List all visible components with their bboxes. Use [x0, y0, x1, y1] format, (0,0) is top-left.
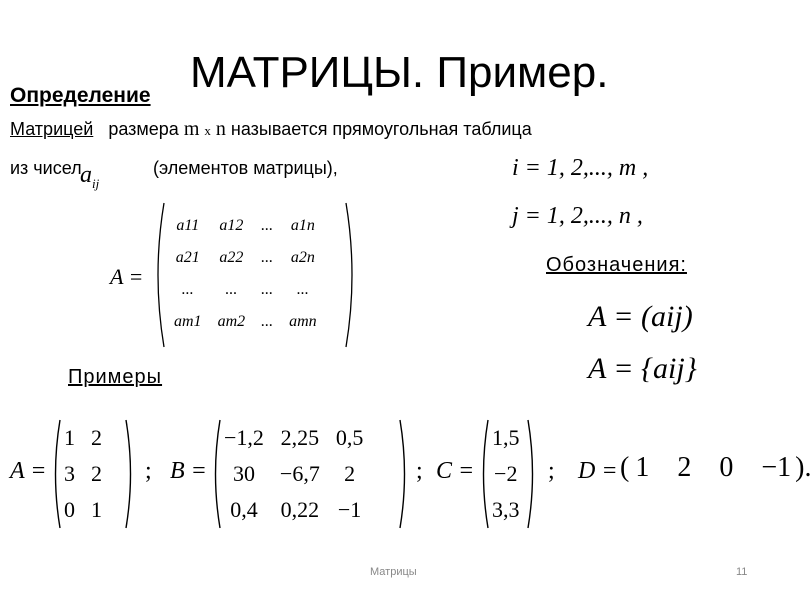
definition-line-2-elements: (элементов матрицы), — [153, 158, 338, 178]
general-matrix — [166, 210, 325, 338]
example-c-matrix — [484, 420, 528, 528]
matrix-cell: 1 — [635, 452, 650, 483]
example-d-lhs: D = — [578, 458, 618, 484]
notation-brace: A = {aij} — [588, 352, 697, 385]
matrix-cell: a2n — [290, 249, 315, 266]
example-d-row-vector: ( 1 2 0 −1 ). — [620, 452, 811, 483]
matrix-cell: −6,7 — [279, 461, 320, 486]
matrix-cell: 0 — [719, 452, 734, 483]
example-c-lhs: C = — [436, 458, 475, 484]
definition-line-1-end: называется прямоугольная таблица — [230, 119, 532, 139]
examples-label: Примеры — [68, 366, 163, 388]
matrix-cell: 3 — [64, 461, 75, 486]
matrix-cell: 1,5 — [492, 425, 520, 450]
definition-line-2-start: из чисел — [10, 158, 82, 178]
aij-sub: ij — [92, 175, 100, 191]
def-n: n — [215, 118, 226, 140]
matrix-cell: am2 — [217, 313, 246, 330]
matrix-cell: 2 — [91, 425, 102, 450]
example-d-end: . — [804, 452, 811, 483]
matrix-cell: a11 — [176, 217, 200, 234]
example-c-separator: ; — [548, 458, 555, 484]
matrix-cell: −1 — [337, 497, 362, 522]
matrix-cell: ... — [261, 249, 274, 266]
matrix-cell: ... — [261, 281, 274, 298]
aij-base: a — [80, 162, 92, 188]
matrix-cell: 1 — [64, 425, 75, 450]
matrix-cell: ... — [225, 281, 238, 298]
matrix-cell: ... — [181, 281, 194, 298]
def-x: x — [204, 123, 211, 138]
matrix-cell: 2 — [344, 461, 356, 486]
footer-title: Матрицы — [370, 566, 417, 578]
aij-symbol — [80, 162, 99, 192]
definition-line-1 — [10, 118, 532, 141]
general-matrix-lhs: A = — [110, 264, 144, 289]
example-b-lhs: B = — [170, 458, 207, 484]
matrix-cell: 0 — [64, 497, 75, 522]
example-a-matrix — [56, 420, 110, 528]
matrix-cell: ... — [261, 217, 274, 234]
matrix-cell: 30 — [232, 461, 255, 486]
matrix-cell: 2 — [677, 452, 692, 483]
matrix-cell: −1 — [761, 452, 792, 483]
matrix-cell: a21 — [175, 249, 200, 266]
matrix-cell: 0,5 — [335, 425, 364, 450]
matrix-cell: a1n — [290, 217, 315, 234]
range-i: i = 1, 2,..., m , — [512, 155, 649, 181]
definition-size-word: размера — [108, 119, 179, 139]
matrix-cell: ... — [261, 313, 274, 330]
slide-title: МАТРИЦЫ. Пример. — [190, 48, 609, 97]
example-b-matrix — [216, 420, 371, 528]
def-m: m — [183, 118, 200, 140]
example-b-separator: ; — [416, 458, 423, 484]
matrix-cell: a12 — [219, 217, 244, 234]
notation-label: Обозначения: — [546, 254, 687, 276]
matrix-cell: 2 — [91, 461, 102, 486]
definition-term: Матрицей — [10, 119, 94, 139]
matrix-cell: am1 — [174, 313, 202, 330]
notation-paren: A = (aij) — [588, 300, 693, 333]
matrix-cell: 3,3 — [492, 497, 520, 522]
matrix-cell: −1,2 — [224, 425, 264, 450]
example-a-separator: ; — [145, 458, 152, 484]
page-number: 11 — [736, 566, 748, 578]
range-j: j = 1, 2,..., n , — [512, 203, 643, 229]
matrix-cell: 2,25 — [280, 425, 320, 450]
matrix-cell: 0,22 — [280, 497, 320, 522]
definition-heading: Определение — [10, 84, 151, 107]
matrix-cell: 1 — [91, 497, 102, 522]
matrix-cell: ... — [296, 281, 309, 298]
matrix-cell: 0,4 — [230, 497, 258, 522]
matrix-cell: a22 — [219, 249, 244, 266]
example-a-lhs: A = — [10, 458, 47, 484]
matrix-cell: −2 — [494, 461, 518, 486]
matrix-cell: amn — [289, 313, 317, 330]
